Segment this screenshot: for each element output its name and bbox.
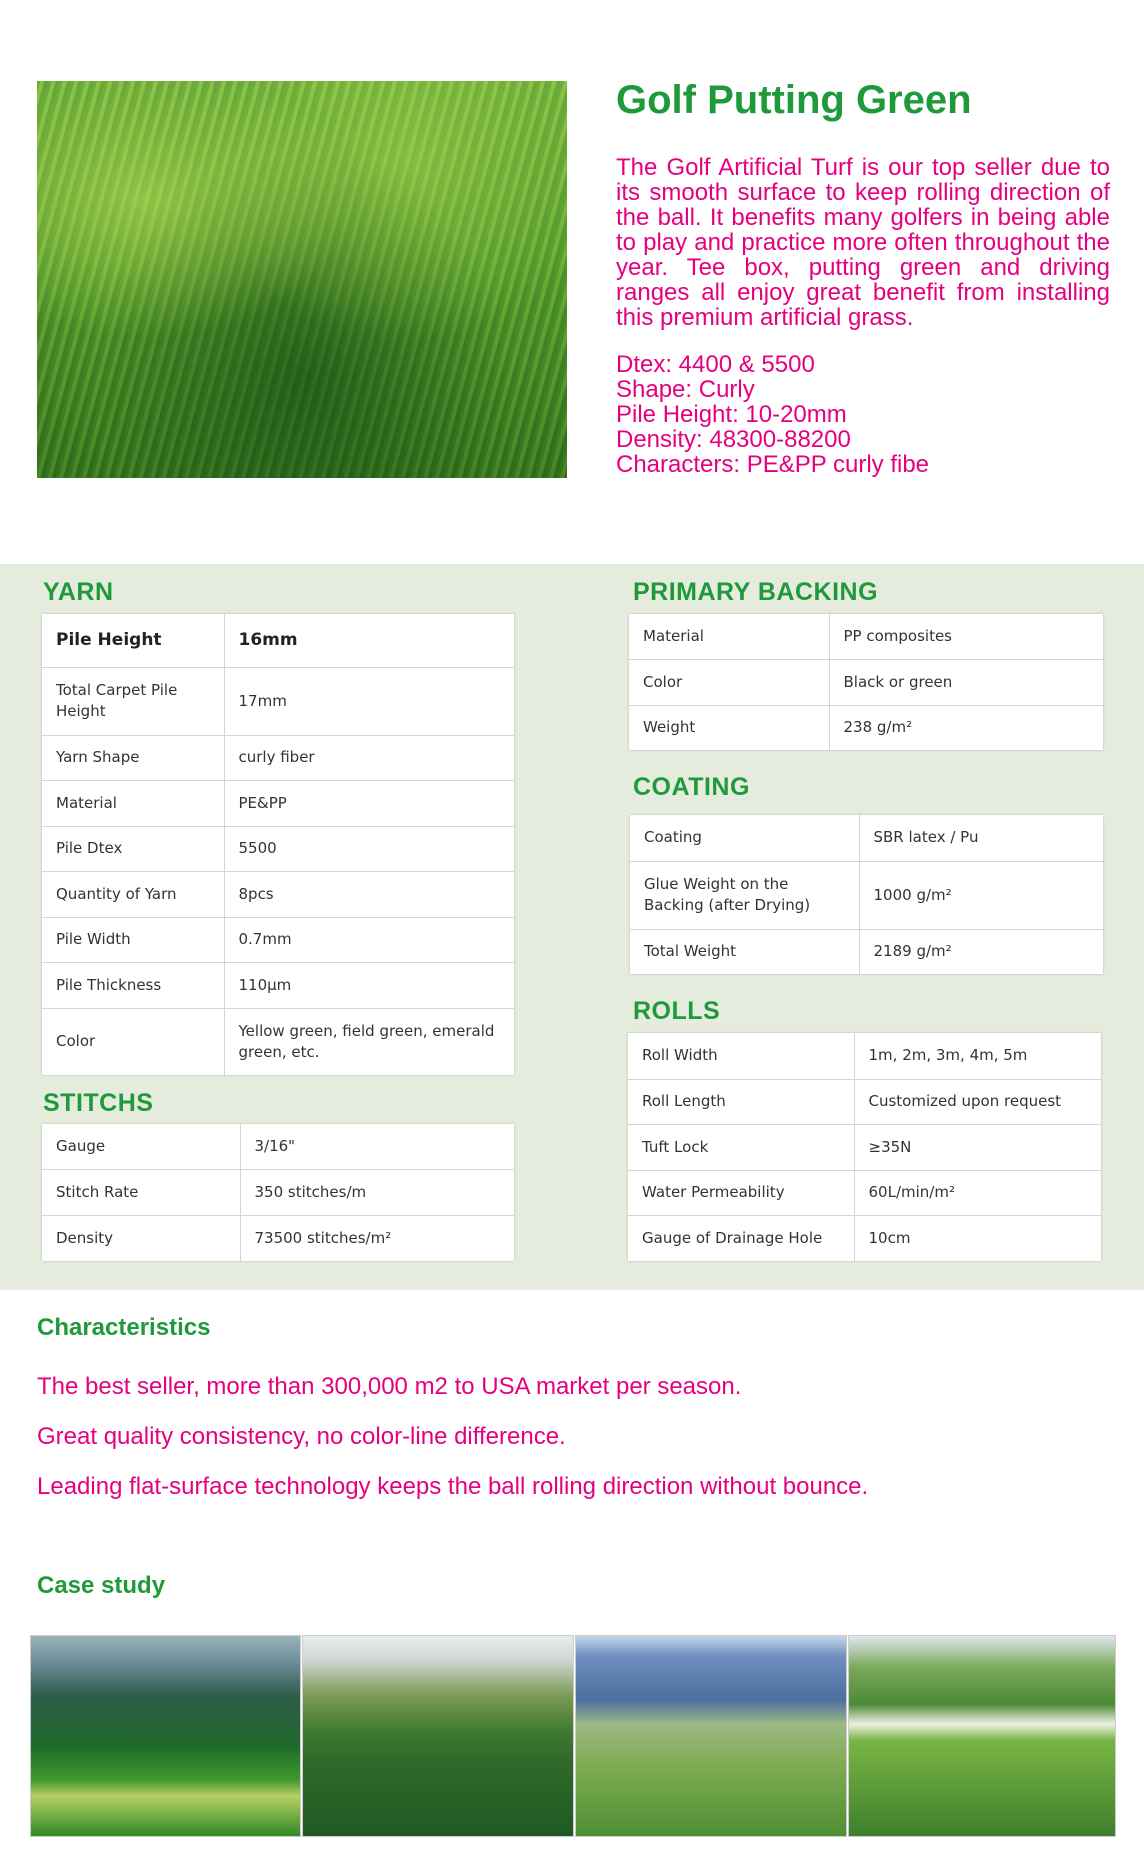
table-row [628, 1033, 1101, 1079]
row-value: 5500 [224, 826, 514, 871]
row-value: Customized upon request [854, 1079, 1101, 1124]
table-row [42, 917, 514, 962]
row-key: Water Permeability [628, 1170, 854, 1215]
table-row [628, 1079, 1101, 1124]
table-row [42, 1124, 514, 1169]
row-value: curly fiber [224, 735, 514, 780]
page-title: Golf Putting Green [616, 78, 972, 122]
row-value: PE&PP [224, 780, 514, 826]
row-key: Color [42, 1008, 224, 1075]
yarn-table [42, 614, 514, 1075]
row-key: Density [42, 1215, 240, 1261]
case-photo-putting-green-flags [575, 1635, 847, 1837]
row-value: 1m, 2m, 3m, 4m, 5m [854, 1033, 1101, 1079]
spec-characters: Characters: PE&PP curly fibe [616, 451, 930, 478]
spec-density: Density: 48300-88200 [616, 426, 851, 453]
row-key: Gauge of Drainage Hole [628, 1215, 854, 1261]
row-key: Pile Width [42, 917, 224, 962]
row-value: 17mm [224, 667, 514, 735]
row-key: Glue Weight on the Backing (after Drying) [630, 861, 859, 929]
row-key: Quantity of Yarn [42, 871, 224, 917]
row-key: Roll Length [628, 1079, 854, 1124]
characteristic-item: Leading flat-surface technology keeps the ball rolling direction without bounce. [37, 1473, 869, 1500]
row-value: Yellow green, field green, emerald green, etc. [238, 1021, 495, 1061]
table-row [628, 1215, 1101, 1261]
table-row [42, 871, 514, 917]
product-intro: The Golf Artificial Turf is our top seller due to its smooth surface to keep rolling direction of the ball. It benefits many golfers in being able to play and practice more often throughout the year. Tee box, putting green and driving ranges all enjoy great benefit from installing this premium artificial grass. [616, 154, 1110, 331]
table-row [42, 614, 514, 667]
table-row [42, 1169, 514, 1215]
table-row [629, 705, 1103, 750]
table-row [628, 1170, 1101, 1215]
table-row [630, 929, 1103, 974]
row-key: Pile Height [42, 614, 224, 667]
table-row [42, 735, 514, 780]
row-key: Material [42, 780, 224, 826]
row-value: 10cm [868, 1228, 911, 1247]
table-row [628, 1124, 1101, 1170]
table-row [42, 1008, 514, 1075]
row-value: 8pcs [224, 871, 514, 917]
primary-backing-title: PRIMARY BACKING [633, 578, 879, 606]
row-value: ≥35N [854, 1124, 1101, 1170]
table-row [630, 815, 1103, 861]
case-photo-mini-golf [302, 1635, 574, 1837]
yarn-title: YARN [43, 578, 114, 606]
characteristic-item: The best seller, more than 300,000 m2 to USA market per season. [37, 1373, 742, 1400]
row-key: Stitch Rate [42, 1169, 240, 1215]
row-key: Total Weight [630, 929, 859, 974]
characteristic-item: Great quality consistency, no color-line difference. [37, 1423, 566, 1450]
row-value: PP composites [829, 614, 1103, 659]
row-value: 60L/min/m² [854, 1170, 1101, 1215]
row-key: Weight [629, 705, 829, 750]
row-value: 350 stitches/m [240, 1169, 514, 1215]
row-key: Tuft Lock [628, 1124, 854, 1170]
spec-pile-height: Pile Height: 10-20mm [616, 401, 847, 428]
turf-closeup-image [37, 81, 567, 478]
row-value: 238 g/m² [843, 718, 913, 737]
case-photo-outdoor-green [848, 1635, 1116, 1837]
row-key: Roll Width [628, 1033, 854, 1079]
table-row [629, 659, 1103, 705]
characteristics-title: Characteristics [37, 1314, 211, 1341]
case-photo-indoor-green [30, 1635, 301, 1837]
row-value: Black or green [829, 659, 1103, 705]
primary-backing-table [629, 614, 1103, 750]
table-row [42, 667, 514, 735]
row-key: Color [629, 659, 829, 705]
table-row [42, 962, 514, 1008]
table-row [42, 826, 514, 871]
row-value: 2189 g/m² [873, 942, 952, 961]
row-key: Pile Thickness [42, 962, 224, 1008]
row-value: 73500 stitches/m² [254, 1228, 392, 1247]
row-value: 110μm [224, 962, 514, 1008]
row-key: Total Carpet Pile Height [42, 667, 224, 735]
coating-table [630, 815, 1103, 974]
rolls-title: ROLLS [633, 997, 721, 1025]
table-row [42, 780, 514, 826]
row-value: 3/16" [240, 1124, 514, 1169]
spec-dtex: Dtex: 4400 & 5500 [616, 351, 815, 378]
table-row [42, 1215, 514, 1261]
stitchs-table [42, 1124, 514, 1261]
row-key: Coating [630, 815, 859, 861]
row-value: 1000 g/m² [859, 861, 1103, 929]
row-value: 0.7mm [224, 917, 514, 962]
case-study-title: Case study [37, 1572, 166, 1599]
table-row [630, 861, 1103, 929]
product-spec-list [616, 352, 929, 477]
row-key: Material [629, 614, 829, 659]
coating-title: COATING [633, 773, 750, 801]
table-row [629, 614, 1103, 659]
spec-shape: Shape: Curly [616, 376, 755, 403]
row-key: Pile Dtex [42, 826, 224, 871]
row-value: SBR latex / Pu [859, 815, 1103, 861]
row-key: Gauge [42, 1124, 240, 1169]
row-key: Yarn Shape [42, 735, 224, 780]
rolls-table [628, 1033, 1101, 1261]
stitchs-title: STITCHS [43, 1089, 154, 1117]
row-value: 16mm [224, 614, 514, 667]
